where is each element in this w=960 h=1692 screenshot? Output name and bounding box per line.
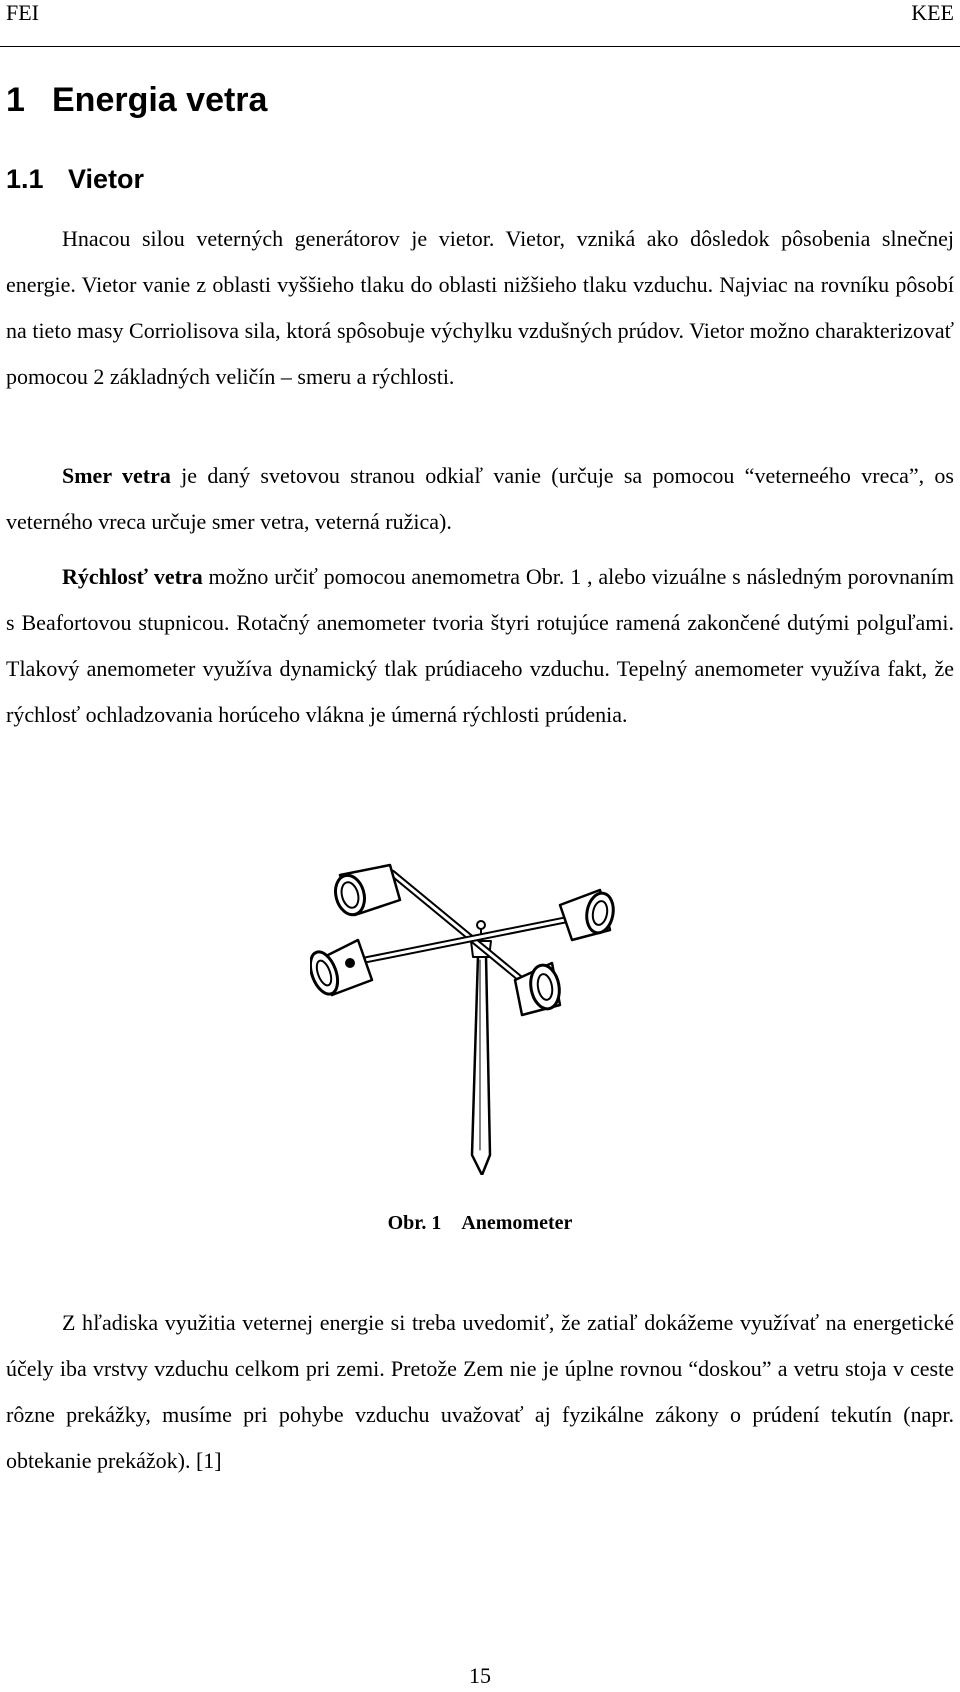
- anemometer-illustration: [310, 845, 650, 1175]
- section-heading: [6, 162, 144, 196]
- section-title: Vietor: [68, 164, 145, 194]
- paragraph-wind-speed: [6, 554, 954, 738]
- paragraph-wind-direction-text: je daný svetovou stranou odkiaľ vanie (určuje sa pomocou “veterneého vreca”, os veterného vreca určuje smer vetra, veterná ružica).: [6, 463, 954, 534]
- chapter-number: 1: [6, 81, 25, 119]
- paragraph-wind-speed-text: možno určiť pomocou anemometra Obr. 1 , alebo vizuálne s následným porovnaním s Beafortovou stupnicou. Rotačný anemometer tvoria štyri rotujúce ramená zakončené dutými polguľami. Tlakový anemometer využíva dynamický tlak prúdiaceho vzduchu. Tepelný anemometer využíva fakt, že rýchlosť ochladzovania horúceho vlákna je úmerná rýchlosti prúdenia.: [6, 564, 954, 727]
- cup-top-left: [331, 865, 400, 918]
- figure-caption: [0, 1210, 960, 1236]
- paragraph-wind-direction: [6, 453, 954, 545]
- cup-bottom-right: [515, 963, 563, 1015]
- anemometer-arm-a: [392, 873, 540, 995]
- anemometer-post: [471, 921, 491, 1175]
- paragraph-wind-intro: Hnacou silou veterných generátorov je vietor. Vietor, vzniká ako dôsledok pôsobenia slnečnej energie. Vietor vanie z oblasti vyššieho tlaku do oblasti nižšieho tlaku vzduchu. Najviac na rovníku pôsobí na tieto masy Corriolisova sila, ktorá spôsobuje výchylku vzdušných prúdov. Vietor možno charakterizovať pomocou 2 základných veličín – smeru a rýchlosti.: [6, 226, 954, 389]
- cup-right: [560, 890, 616, 940]
- page-number: 15: [469, 1663, 491, 1688]
- figure-caption-label: Obr. 1: [387, 1212, 442, 1234]
- term-wind-speed: Rýchlosť vetra: [62, 564, 203, 589]
- header-right-label: KEE: [911, 0, 954, 25]
- cup-left: [310, 940, 372, 998]
- term-wind-direction: Smer vetra: [62, 463, 171, 488]
- paragraph-wind-energy-usage: Z hľadiska využitia veternej energie si treba uvedomiť, že zatiaľ dokážeme využívať na energetické účely iba vrstvy vzduchu celkom pri zemi. Pretože Zem nie je úplne rovnou “doskou” a vetru stoja v ceste rôzne prekážky, musíme pri pohybe vzduchu uvažovať aj fyzikálne zákony o prúdení tekutín (napr. obtekanie prekážok). [1]: [6, 1310, 954, 1473]
- chapter-title: Energia vetra: [52, 81, 268, 119]
- figure-caption-title: Anemometer: [461, 1212, 573, 1234]
- section-number: 1.1: [6, 164, 44, 194]
- chapter-heading: [6, 78, 267, 122]
- page-header: [0, 0, 960, 47]
- header-left-label: FEI: [6, 0, 39, 25]
